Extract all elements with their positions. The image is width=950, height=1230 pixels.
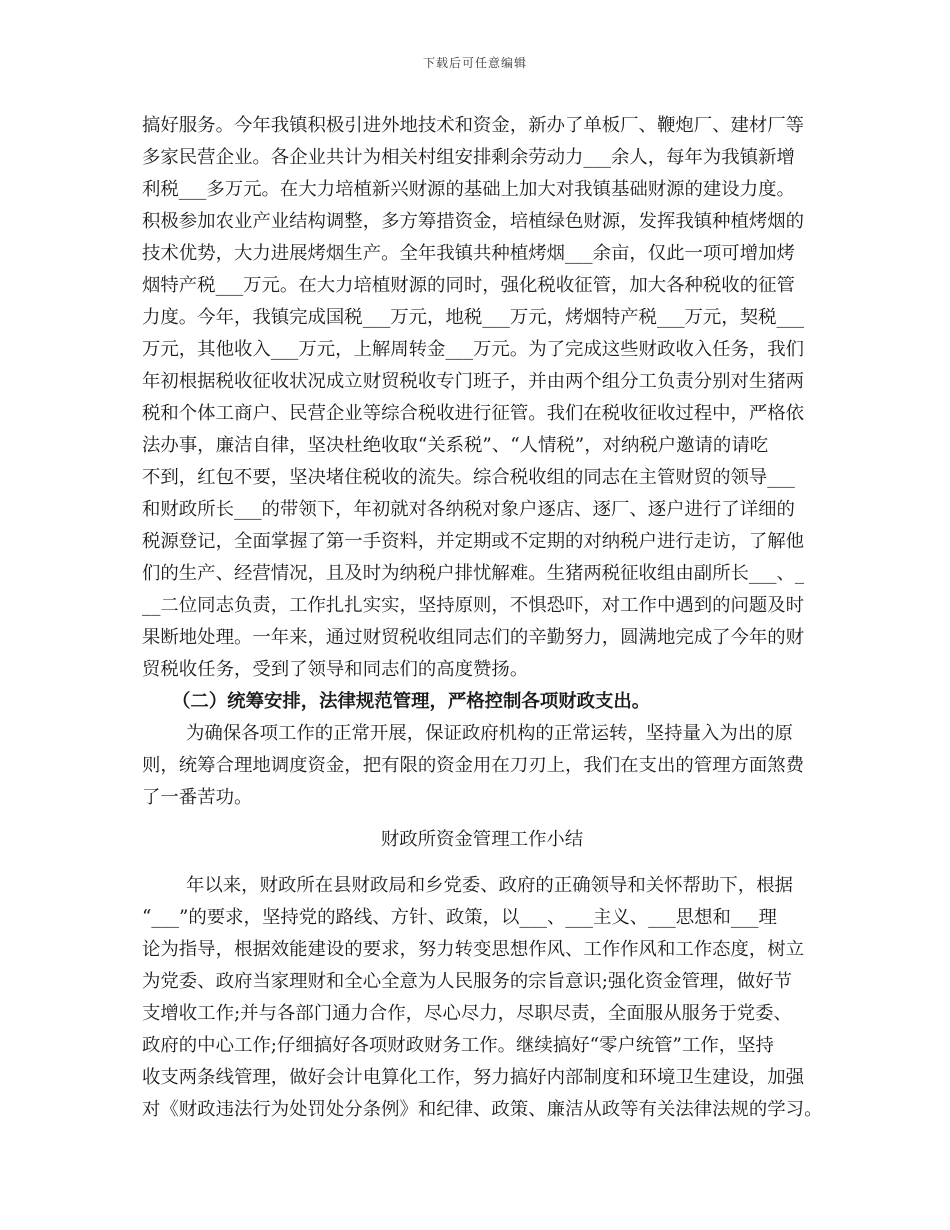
paragraph-3 — [142, 870, 822, 1126]
text-line: 年以来，财政所在县财政局和乡党委、政府的正确领导和关怀帮助下，根据 — [186, 875, 793, 896]
text-line: __二位同志负责，工作扎扎实实，坚持原则，不惧恐吓，对工作中遇到的问题及时 — [142, 595, 805, 616]
text-line: 论为指导，根据效能建设的要求，努力转变思想作风、工作作风和工作态度，树立 — [142, 939, 805, 960]
text-line: 税源登记，全面掌握了第一手资料，并定期或不定期的对纳税户进行走访，了解他 — [142, 531, 805, 552]
document-title — [142, 824, 822, 856]
text-line: 税和个体工商户、民营企业等综合税收进行征管。我们在税收征收过程中，严格依 — [142, 403, 805, 424]
text-line: 贸税收任务，受到了领导和同志们的高度赞扬。 — [142, 659, 529, 680]
text-line: 搞好服务。今年我镇积极引进外地技术和资金，新办了单板厂、鞭炮厂、建材厂等 — [142, 115, 805, 136]
text-line: 积极参加农业产业结构调整，多方筹措资金，培植绿色财源，发挥我镇种植烤烟的 — [142, 211, 805, 232]
text-line: 则，统筹合理地调度资金，把有限的资金用在刀刃上，我们在支出的管理方面煞费 — [142, 755, 805, 776]
text-line: 政府的中心工作;仔细搞好各项财政财务工作。继续搞好“零户统管”工作，坚持 — [142, 1035, 774, 1056]
paragraph-1 — [142, 110, 822, 686]
text-line: 不到，红包不要，坚决堵住税收的流失。综合税收组的同志在主管财贸的领导___ — [142, 467, 795, 488]
text-line: 支增收工作;并与各部门通力合作，尽心尽力，尽职尽责，全面服从服务于党委、 — [142, 1003, 792, 1024]
page-header: 下载后可任意编辑 — [422, 56, 527, 70]
text-line: 果断地处理。一年来，通过财贸税收组同志们的辛勤努力，圆满地完成了今年的财 — [142, 627, 805, 648]
text-line: “___”的要求，坚持党的路线、方针、政策，以___、___主义、___思想和___理 — [142, 907, 777, 928]
section-heading-text: （二）统筹安排，法律规范管理，严格控制各项财政支出。 — [172, 691, 651, 712]
text-line: 力度。今年，我镇完成国税___万元，地税___万元，烤烟特产税___万元，契税___ — [142, 307, 805, 328]
text-line: 万元，其他收入___万元，上解周转金___万元。为了完成这些财政收入任务，我们 — [142, 339, 805, 360]
text-line: 为确保各项工作的正常开展，保证政府机构的正常运转，坚持量入为出的原 — [186, 723, 793, 744]
text-line: 年初根据税收征收状况成立财贸税收专门班子，并由两个组分工负责分别对生猪两 — [142, 371, 805, 392]
text-line: 收支两条线管理，做好会计电算化工作，努力搞好内部制度和环境卫生建设，加强 — [142, 1067, 805, 1088]
section-heading — [142, 686, 822, 718]
text-line: 为党委、政府当家理财和全心全意为人民服务的宗旨意识;强化资金管理，做好节 — [142, 971, 792, 992]
text-line: 和财政所长___的带领下，年初就对各纳税对象户逐店、逐厂、逐户进行了详细的 — [142, 499, 795, 520]
text-line: 法办事，廉洁自律，坚决杜绝收取“关系税”、“人情税”，对纳税户邀请的请吃 — [142, 435, 769, 456]
text-line: 对《财政违法行为处罚处分条例》和纪律、政策、廉洁从政等有关法律法规的学习。 — [142, 1099, 822, 1120]
text-line: 技术优势，大力进展烤烟生产。全年我镇共种植烤烟___余亩，仅此一项可增加烤 — [142, 243, 795, 264]
text-line: 多家民营企业。各企业共计为相关村组安排剩余劳动力___余人，每年为我镇新增 — [142, 147, 795, 168]
text-line: 们的生产、经营情况，且及时为纳税户排忧解难。生猪两税征收组由副所长___、_ — [142, 563, 805, 584]
text-line: 了一番苦功。 — [142, 787, 253, 808]
title-text: 财政所资金管理工作小结 — [380, 829, 584, 850]
text-line: 利税___多万元。在大力培植新兴财源的基础上加大对我镇基础财源的建设力度。 — [142, 179, 795, 200]
text-line: 烟特产税___万元。在大力培植财源的同时，强化税收征管，加大各种税收的征管 — [142, 275, 795, 296]
paragraph-2 — [142, 718, 822, 814]
